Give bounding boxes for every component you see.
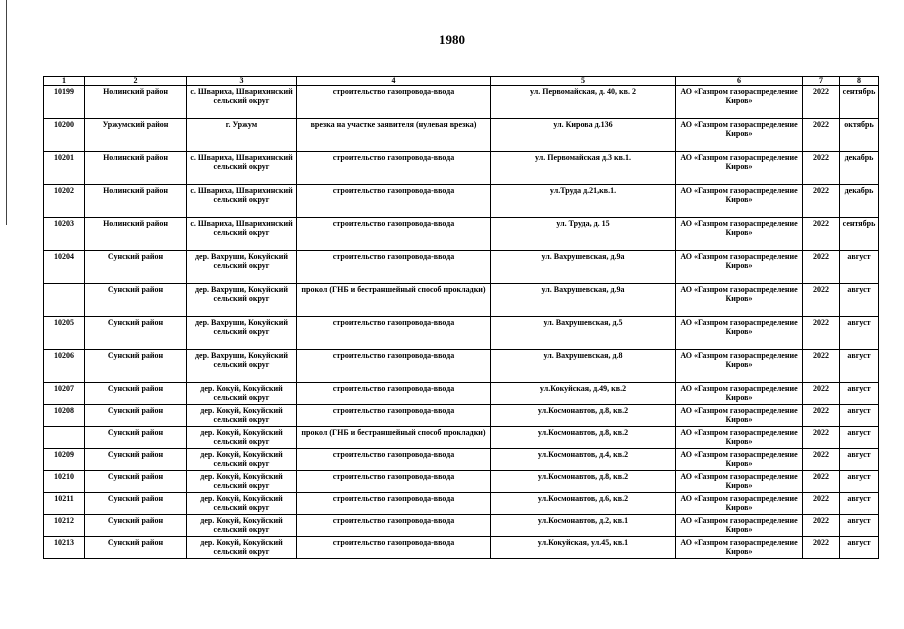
year-cell: 2022: [803, 284, 840, 317]
table-row: [44, 493, 879, 515]
district-cell: Сунский район: [85, 350, 187, 383]
column-number: 3: [187, 77, 297, 86]
month-cell: август: [840, 317, 879, 350]
address-cell: ул. Первомайская д.3 кв.1.: [491, 152, 676, 185]
column-number-row: [44, 77, 879, 86]
year-cell: 2022: [803, 350, 840, 383]
organization-cell: АО «Газпром газораспределение Киров»: [676, 218, 803, 251]
year-cell: 2022: [803, 405, 840, 427]
year-cell: 2022: [803, 449, 840, 471]
address-cell: ул.Космонавтов, д.8, кв.2: [491, 405, 676, 427]
organization-cell: АО «Газпром газораспределение Киров»: [676, 119, 803, 152]
district-cell: Уржумский район: [85, 119, 187, 152]
row-number-cell: 10208: [44, 405, 85, 427]
address-cell: ул.Космонавтов, д.2, кв.1: [491, 515, 676, 537]
organization-cell: АО «Газпром газораспределение Киров»: [676, 152, 803, 185]
settlement-cell: дер. Кокуй, Кокуйский сельский округ: [187, 537, 297, 559]
work-type-cell: прокол (ГНБ и бестраншейный способ прокладки): [297, 284, 491, 317]
month-cell: август: [840, 471, 879, 493]
work-type-cell: строительство газопровода-ввода: [297, 515, 491, 537]
year-cell: 2022: [803, 537, 840, 559]
table-row: [44, 471, 879, 493]
work-type-cell: строительство газопровода-ввода: [297, 152, 491, 185]
address-cell: ул.Труда д.21,кв.1.: [491, 185, 676, 218]
table-row: [44, 317, 879, 350]
row-number-cell: 10205: [44, 317, 85, 350]
district-cell: Сунский район: [85, 427, 187, 449]
district-cell: Сунский район: [85, 493, 187, 515]
work-type-cell: прокол (ГНБ и бестраншейный способ прокладки): [297, 427, 491, 449]
address-cell: ул.Кокуйская, д.49, кв.2: [491, 383, 676, 405]
address-cell: ул.Космонавтов, д.6, кв.2: [491, 493, 676, 515]
row-number-cell: 10206: [44, 350, 85, 383]
month-cell: октябрь: [840, 119, 879, 152]
column-number: 2: [85, 77, 187, 86]
row-number-cell: 10212: [44, 515, 85, 537]
row-number-cell: 10204: [44, 251, 85, 284]
organization-cell: АО «Газпром газораспределение Киров»: [676, 405, 803, 427]
address-cell: ул.Космонавтов, д.4, кв.2: [491, 449, 676, 471]
organization-cell: АО «Газпром газораспределение Киров»: [676, 383, 803, 405]
year-cell: 2022: [803, 119, 840, 152]
row-number-cell: 10209: [44, 449, 85, 471]
year-cell: 2022: [803, 317, 840, 350]
table-row: [44, 251, 879, 284]
organization-cell: АО «Газпром газораспределение Киров»: [676, 449, 803, 471]
work-type-cell: строительство газопровода-ввода: [297, 185, 491, 218]
settlement-cell: с. Швариха, Шварихинский сельский округ: [187, 185, 297, 218]
table-row: [44, 427, 879, 449]
district-cell: Сунский район: [85, 515, 187, 537]
table-row: [44, 86, 879, 119]
table-row: [44, 119, 879, 152]
settlement-cell: дер. Кокуй, Кокуйский сельский округ: [187, 383, 297, 405]
row-number-cell: 10210: [44, 471, 85, 493]
row-number-cell: 10202: [44, 185, 85, 218]
month-cell: август: [840, 251, 879, 284]
month-cell: август: [840, 493, 879, 515]
district-cell: Сунский район: [85, 383, 187, 405]
table-row: [44, 350, 879, 383]
settlement-cell: с. Швариха, Шварихинский сельский округ: [187, 218, 297, 251]
organization-cell: АО «Газпром газораспределение Киров»: [676, 493, 803, 515]
month-cell: август: [840, 427, 879, 449]
district-cell: Нолинский район: [85, 86, 187, 119]
work-type-cell: строительство газопровода-ввода: [297, 251, 491, 284]
district-cell: Сунский район: [85, 537, 187, 559]
year-cell: 2022: [803, 218, 840, 251]
row-number-cell: 10211: [44, 493, 85, 515]
organization-cell: АО «Газпром газораспределение Киров»: [676, 515, 803, 537]
column-number: 1: [44, 77, 85, 86]
settlement-cell: дер. Кокуй, Кокуйский сельский округ: [187, 449, 297, 471]
settlement-cell: дер. Вахруши, Кокуйский сельский округ: [187, 251, 297, 284]
year-cell: 2022: [803, 383, 840, 405]
work-type-cell: строительство газопровода-ввода: [297, 493, 491, 515]
year-cell: 2022: [803, 86, 840, 119]
address-cell: ул. Первомайская, д. 40, кв. 2: [491, 86, 676, 119]
settlement-cell: дер. Кокуй, Кокуйский сельский округ: [187, 427, 297, 449]
settlement-cell: дер. Вахруши, Кокуйский сельский округ: [187, 284, 297, 317]
district-cell: Сунский район: [85, 405, 187, 427]
work-type-cell: строительство газопровода-ввода: [297, 383, 491, 405]
organization-cell: АО «Газпром газораспределение Киров»: [676, 86, 803, 119]
year-cell: 2022: [803, 152, 840, 185]
column-number: 6: [676, 77, 803, 86]
table-row: [44, 449, 879, 471]
organization-cell: АО «Газпром газораспределение Киров»: [676, 471, 803, 493]
work-type-cell: строительство газопровода-ввода: [297, 449, 491, 471]
district-cell: Сунский район: [85, 251, 187, 284]
table-row: [44, 515, 879, 537]
address-cell: ул.Космонавтов, д.8, кв.2: [491, 427, 676, 449]
row-number-cell: 10199: [44, 86, 85, 119]
table-row: [44, 383, 879, 405]
organization-cell: АО «Газпром газораспределение Киров»: [676, 350, 803, 383]
table-row: [44, 537, 879, 559]
year-cell: 2022: [803, 493, 840, 515]
settlement-cell: с. Швариха, Шварихинский сельский округ: [187, 152, 297, 185]
work-type-cell: врезка на участке заявителя (нулевая врезка): [297, 119, 491, 152]
row-number-cell: [44, 284, 85, 317]
district-cell: Нолинский район: [85, 185, 187, 218]
work-type-cell: строительство газопровода-ввода: [297, 218, 491, 251]
settlement-cell: дер. Кокуй, Кокуйский сельский округ: [187, 405, 297, 427]
month-cell: декабрь: [840, 152, 879, 185]
district-cell: Нолинский район: [85, 152, 187, 185]
address-cell: ул. Вахрушевская, д.8: [491, 350, 676, 383]
table-row: [44, 218, 879, 251]
settlement-cell: дер. Вахруши, Кокуйский сельский округ: [187, 350, 297, 383]
month-cell: август: [840, 449, 879, 471]
month-cell: сентябрь: [840, 86, 879, 119]
settlement-cell: дер. Вахруши, Кокуйский сельский округ: [187, 317, 297, 350]
work-type-cell: строительство газопровода-ввода: [297, 350, 491, 383]
address-cell: ул. Вахрушевская, д.9а: [491, 284, 676, 317]
month-cell: август: [840, 383, 879, 405]
column-number: 7: [803, 77, 840, 86]
year-cell: 2022: [803, 251, 840, 284]
settlement-cell: дер. Кокуй, Кокуйский сельский округ: [187, 471, 297, 493]
year-cell: 2022: [803, 185, 840, 218]
settlement-cell: дер. Кокуй, Кокуйский сельский округ: [187, 515, 297, 537]
table-row: [44, 152, 879, 185]
month-cell: август: [840, 515, 879, 537]
row-number-cell: 10213: [44, 537, 85, 559]
organization-cell: АО «Газпром газораспределение Киров»: [676, 284, 803, 317]
gas-connection-table: [43, 76, 879, 559]
row-number-cell: 10201: [44, 152, 85, 185]
page-number: 1980: [439, 32, 465, 47]
year-cell: 2022: [803, 427, 840, 449]
row-number-cell: 10207: [44, 383, 85, 405]
month-cell: декабрь: [840, 185, 879, 218]
table-row: [44, 284, 879, 317]
organization-cell: АО «Газпром газораспределение Киров»: [676, 185, 803, 218]
row-number-cell: 10203: [44, 218, 85, 251]
year-cell: 2022: [803, 471, 840, 493]
row-number-cell: [44, 427, 85, 449]
work-type-cell: строительство газопровода-ввода: [297, 471, 491, 493]
district-cell: Нолинский район: [85, 218, 187, 251]
address-cell: ул. Кирова д.136: [491, 119, 676, 152]
address-cell: ул.Кокуйская, ул.45, кв.1: [491, 537, 676, 559]
column-number: 4: [297, 77, 491, 86]
district-cell: Сунский район: [85, 471, 187, 493]
organization-cell: АО «Газпром газораспределение Киров»: [676, 427, 803, 449]
month-cell: август: [840, 405, 879, 427]
month-cell: август: [840, 537, 879, 559]
year-cell: 2022: [803, 515, 840, 537]
month-cell: август: [840, 284, 879, 317]
address-cell: ул. Труда, д. 15: [491, 218, 676, 251]
address-cell: ул.Космонавтов, д.8, кв.2: [491, 471, 676, 493]
month-cell: август: [840, 350, 879, 383]
column-number: 5: [491, 77, 676, 86]
table-row: [44, 405, 879, 427]
settlement-cell: дер. Кокуй, Кокуйский сельский округ: [187, 493, 297, 515]
table-row: [44, 185, 879, 218]
organization-cell: АО «Газпром газораспределение Киров»: [676, 251, 803, 284]
work-type-cell: строительство газопровода-ввода: [297, 537, 491, 559]
work-type-cell: строительство газопровода-ввода: [297, 86, 491, 119]
settlement-cell: с. Швариха, Шварихинский сельский округ: [187, 86, 297, 119]
district-cell: Сунский район: [85, 284, 187, 317]
district-cell: Сунский район: [85, 317, 187, 350]
column-number: 8: [840, 77, 879, 86]
district-cell: Сунский район: [85, 449, 187, 471]
work-type-cell: строительство газопровода-ввода: [297, 405, 491, 427]
settlement-cell: г. Уржум: [187, 119, 297, 152]
address-cell: ул. Вахрушевская, д.9а: [491, 251, 676, 284]
month-cell: сентябрь: [840, 218, 879, 251]
organization-cell: АО «Газпром газораспределение Киров»: [676, 317, 803, 350]
row-number-cell: 10200: [44, 119, 85, 152]
work-type-cell: строительство газопровода-ввода: [297, 317, 491, 350]
organization-cell: АО «Газпром газораспределение Киров»: [676, 537, 803, 559]
address-cell: ул. Вахрушевская, д.5: [491, 317, 676, 350]
